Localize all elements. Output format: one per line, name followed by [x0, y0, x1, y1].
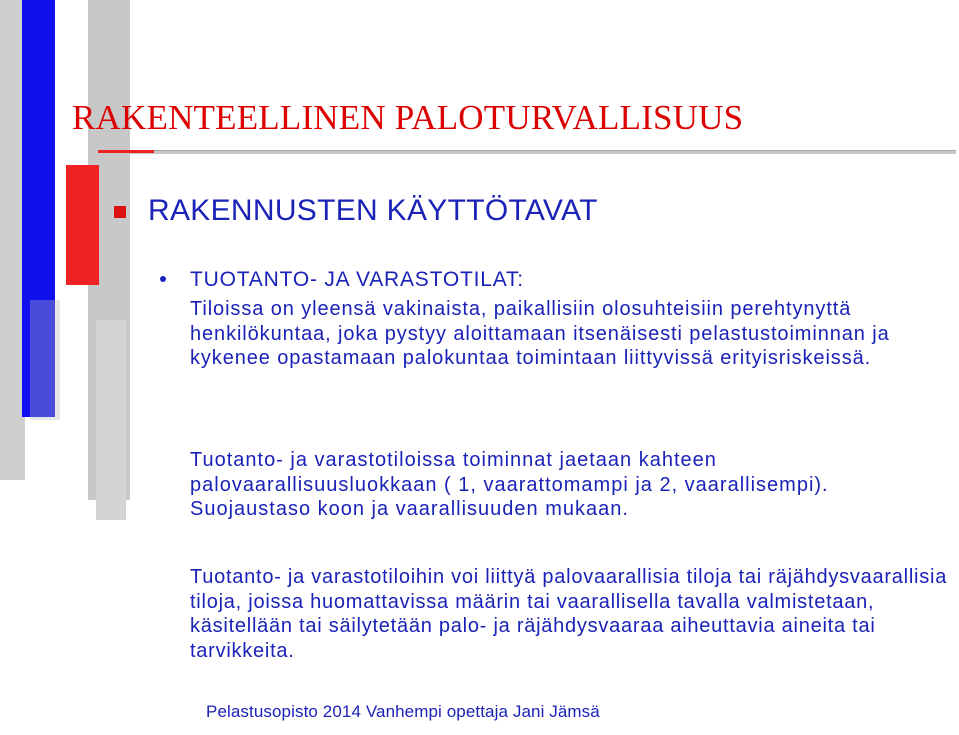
title-underline-accent [98, 150, 154, 153]
section-subheading: TUOTANTO- JA VARASTOTILAT: [190, 268, 524, 291]
dot-bullet-icon [160, 276, 166, 282]
section-heading: RAKENNUSTEN KÄYTTÖTAVAT [148, 194, 598, 227]
body-paragraph-2: Tuotanto- ja varastotiloissa toiminnat jaetaan kahteen palovaarallisuusluokkaan ( 1, vaarattomampi ja 2, vaarallisempi). Suojaustaso koon ja vaarallisuuden mukaan. [190, 449, 829, 520]
title-underline [98, 150, 956, 154]
slide-footer: Pelastusopisto 2014 Vanhempi opettaja Jani Jämsä [206, 702, 600, 721]
decorative-bar-shadow [30, 300, 60, 420]
body-paragraph-1: Tiloissa on yleensä vakinaista, paikallisiin olosuhteisiin perehtynyttä henkilökuntaa, joka pystyy aloittamaan itsenäisesti pelastustoiminnan ja kykenee opastamaan palokuntaa toimintaan liittyvissä erityisriskeissä. [190, 298, 890, 369]
slide-title: RAKENTEELLINEN PALOTURVALLISUUS [72, 98, 744, 137]
heading-item [114, 194, 598, 228]
square-bullet-icon [114, 206, 126, 218]
body-paragraph-3: Tuotanto- ja varastotiloihin voi liittyä palovaarallisia tiloja tai räjähdysvaarallisia tiloja, joissa huomattavissa määrin tai vaarallisella tavalla valmistetaan, käsitellään tai säilytetään palo- ja räjähdysvaaraa aiheuttavia aineita tai tarvikkeita. [190, 566, 948, 662]
decorative-bar-grey-lower [96, 320, 126, 520]
subheading-item [160, 268, 524, 292]
decorative-bar-red [66, 165, 99, 285]
